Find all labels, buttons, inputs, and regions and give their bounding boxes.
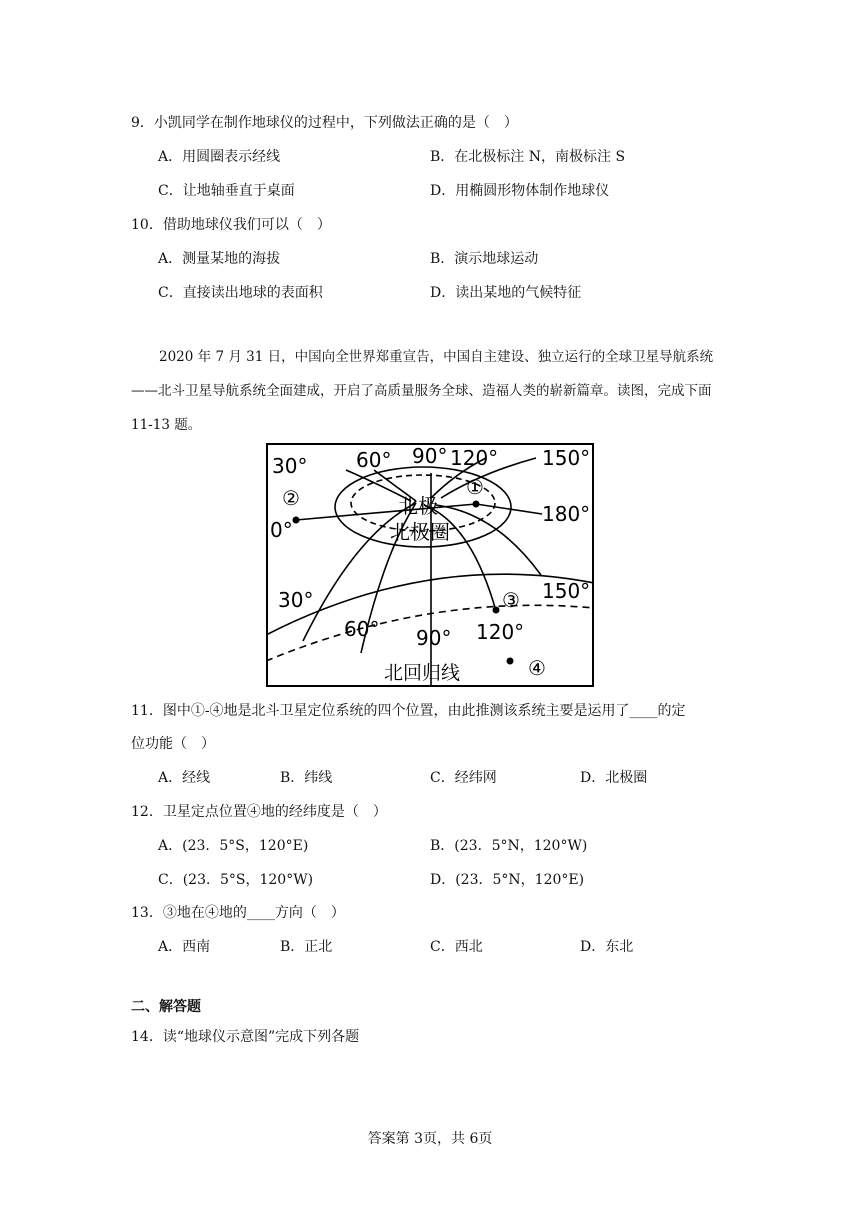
q10-option-c: C．直接读出地球的表面积 <box>158 285 323 301</box>
q11-stem-line1: 11．图中①-④地是北斗卫星定位系统的四个位置，由此推测该系统主要是运用了____的定 <box>131 703 686 719</box>
q13-option-b: B．正北 <box>280 939 333 955</box>
q9-option-b: B．在北极标注 N，南极标注 S <box>430 149 626 165</box>
q11-option-d: D．北极圈 <box>580 770 648 786</box>
label-0: 0° <box>270 518 293 542</box>
label-60-top: 60° <box>356 448 392 472</box>
label-180: 180° <box>542 502 591 526</box>
label-point-4: ④ <box>528 656 546 680</box>
label-point-1: ① <box>466 475 484 499</box>
q13-stem: 13．③地在④地的____方向（ ） <box>131 905 345 921</box>
point-3-dot <box>493 607 500 614</box>
label-north-pole: 北极 <box>398 494 438 518</box>
label-point-3: ③ <box>502 588 520 612</box>
label-120-top: 120° <box>450 446 499 470</box>
q10-stem: 10．借助地球仪我们可以（ ） <box>131 217 331 233</box>
label-arctic-circle: 北极圈 <box>390 520 450 544</box>
point-4-dot <box>507 658 514 665</box>
q13-option-d: D．东北 <box>580 939 634 955</box>
label-30-bottom: 30° <box>278 588 314 612</box>
label-60-bottom: 60° <box>344 617 380 641</box>
q13-option-c: C．西北 <box>430 939 483 955</box>
q9-stem: 9．小凯同学在制作地球仪的过程中，下列做法正确的是（ ） <box>131 115 518 131</box>
label-90-top: 90° <box>412 444 448 468</box>
page-footer: 答案第 3页，共 6页 <box>367 1131 493 1147</box>
label-150-bottom: 150° <box>542 579 591 603</box>
q14-stem: 14．读“地球仪示意图”完成下列各题 <box>131 1029 360 1045</box>
passage-text: 2020 年 7 月 31 日，中国向全世界郑重宣告，中国自主建设、独立运行的全球卫星导航系统——北斗卫星导航系统全面建成，开启了高质量服务全球、造福人类的崭新篇章。读图，完成下面 11-13 题。 <box>131 349 714 433</box>
q11-stem-line2: 位功能（ ） <box>131 736 215 752</box>
q10-option-a: A．测量某地的海拔 <box>158 251 281 267</box>
point-1-dot <box>473 501 480 508</box>
q11-option-c: C．经纬网 <box>430 770 497 786</box>
q10-option-d: D．读出某地的气候特征 <box>430 285 582 301</box>
q9-option-a: A．用圆圈表示经线 <box>158 149 281 165</box>
section-heading: 二、解答题 <box>131 999 201 1015</box>
q12-option-a: A．(23．5°S，120°E) <box>158 838 309 854</box>
q12-option-d: D．(23．5°N，120°E) <box>430 872 585 888</box>
q12-option-b: B．(23．5°N，120°W) <box>430 838 588 854</box>
q12-stem: 12．卫星定点位置④地的经纬度是（ ） <box>131 804 387 820</box>
q12-option-c: C．(23．5°S，120°W) <box>158 872 314 888</box>
label-120-bottom: 120° <box>476 620 525 644</box>
q9-option-c: C．让地轴垂直于桌面 <box>158 183 295 199</box>
label-30-top: 30° <box>272 454 308 478</box>
q11-option-b: B．纬线 <box>280 770 333 786</box>
point-2-dot <box>293 517 300 524</box>
q11-option-a: A．经线 <box>158 770 211 786</box>
north-pole-map <box>266 443 594 687</box>
label-point-2: ② <box>282 486 300 510</box>
q9-option-d: D．用椭圆形物体制作地球仪 <box>430 183 610 199</box>
q13-option-a: A．西南 <box>158 939 211 955</box>
label-150-top: 150° <box>542 446 591 470</box>
label-tropic: 北回归线 <box>384 662 461 684</box>
label-90-bottom: 90° <box>416 626 452 650</box>
q10-option-b: B．演示地球运动 <box>430 251 539 267</box>
